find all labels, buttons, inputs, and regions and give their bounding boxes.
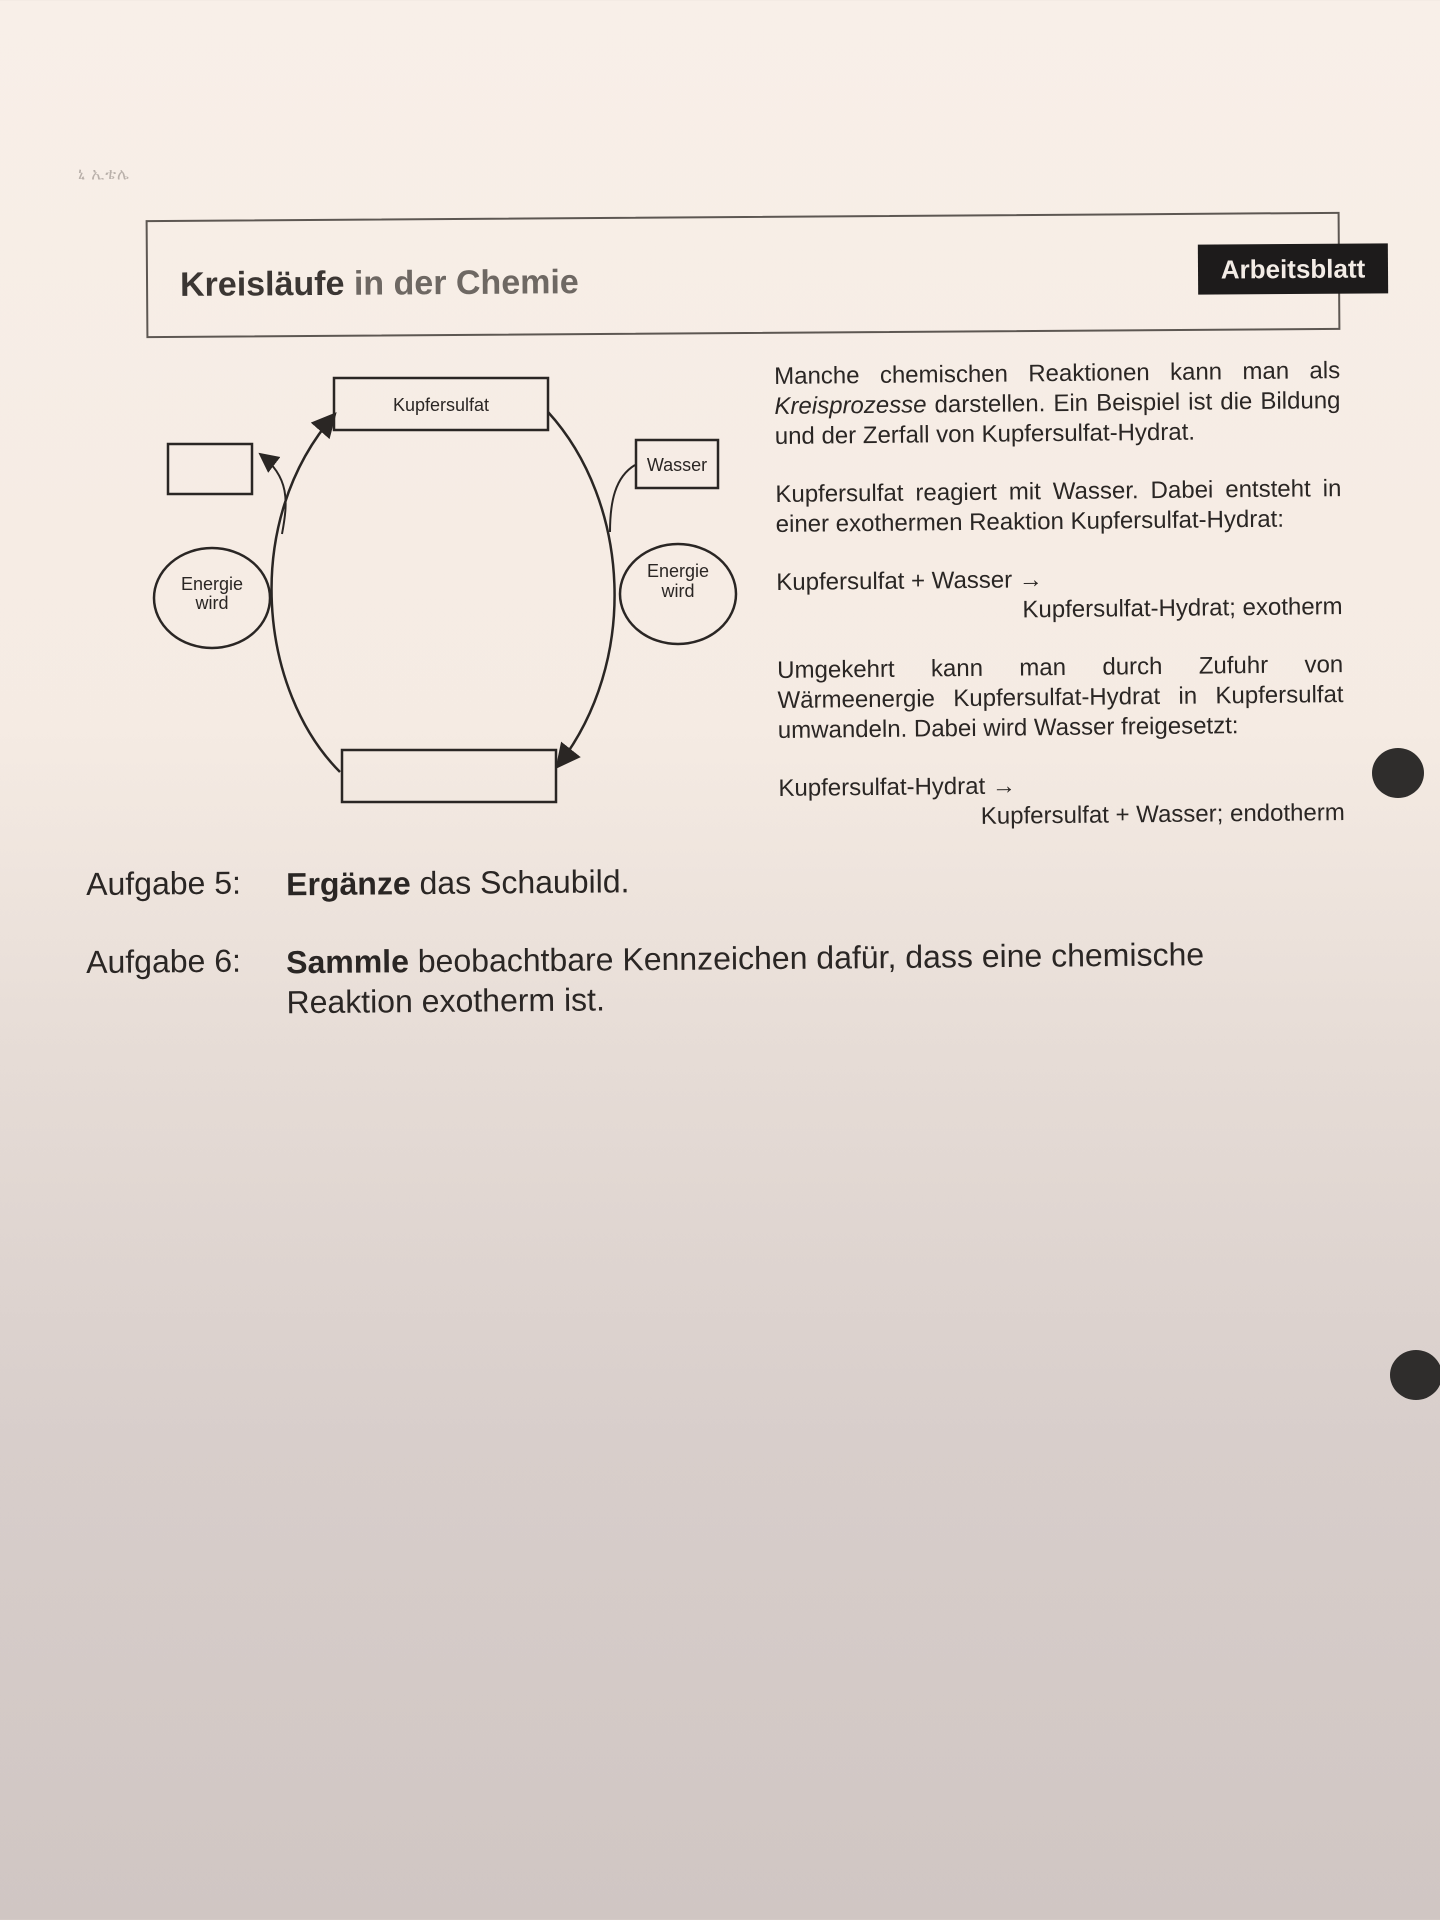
equation-1-left: Kupfersulfat + Wasser →: [776, 566, 1043, 596]
task-5: [86, 856, 1246, 906]
explanation-text: [774, 356, 1345, 862]
worksheet-badge: Arbeitsblatt: [1198, 243, 1388, 294]
wasser-label: Wasser: [646, 455, 708, 475]
cycle-diagram: [140, 362, 760, 822]
energy-right-line1: Energie: [646, 561, 710, 581]
water-in-arrow: [610, 465, 635, 532]
right-cycle-arc: [548, 412, 615, 767]
endothermic-paragraph: Umgekehrt kann man durch Zufuhr von Wärmeenergie Kupfersulfat-Hydrat in Kupfersulfat umwandeln. Dabei wird Wasser freigesetzt:: [777, 651, 1344, 744]
equation-2-left: Kupfersulfat-Hydrat →: [778, 772, 1017, 802]
blank-left-box: [168, 444, 252, 494]
kupfersulfat-label: Kupfersulfat: [392, 395, 490, 415]
task-5-label: Aufgabe 5:: [86, 864, 242, 902]
equation-2-right: Kupfersulfat + Wasser; endotherm: [980, 799, 1345, 830]
title-main: Kreisläufe: [179, 264, 345, 304]
energy-left-line1: Energie: [180, 574, 244, 594]
task-6: [86, 934, 1247, 1024]
blank-bottom-box: [342, 750, 556, 802]
punch-hole-lower: [1390, 1350, 1440, 1400]
task-6-text: Sammle beobachtbare Kennzeichen dafür, dass eine chemische Reaktion exotherm ist.: [286, 936, 1205, 1021]
kreisprozesse-term: Kreisprozesse: [774, 391, 927, 420]
left-cycle-arc: [272, 414, 340, 772]
equation-1-right: Kupfersulfat-Hydrat; exotherm: [1022, 593, 1343, 624]
exothermic-paragraph: Kupfersulfat reagiert mit Wasser. Dabei entsteht in einer exothermen Reaktion Kupfersulfat-Hydrat:: [775, 475, 1342, 538]
punch-hole-upper: [1372, 748, 1424, 798]
task-5-text: Ergänze das Schaubild.: [286, 863, 630, 903]
handwritten-scribble: ኒ ኢቴሌ: [78, 166, 130, 183]
worksheet-title: [180, 263, 579, 305]
energy-out-arrow: [260, 454, 286, 534]
task-6-label: Aufgabe 6:: [86, 942, 242, 980]
energy-right-line2: wird: [661, 581, 695, 601]
title-rest: in der Chemie: [344, 263, 579, 303]
intro-paragraph: Manche chemischen Reaktionen kann man als Kreisprozesse darstellen. Ein Beispiel ist die Bildung und der Zerfall von Kupfersulfat-Hydrat.: [774, 357, 1341, 450]
worksheet-header: [146, 212, 1341, 338]
energy-left-line2: wird: [195, 593, 229, 613]
